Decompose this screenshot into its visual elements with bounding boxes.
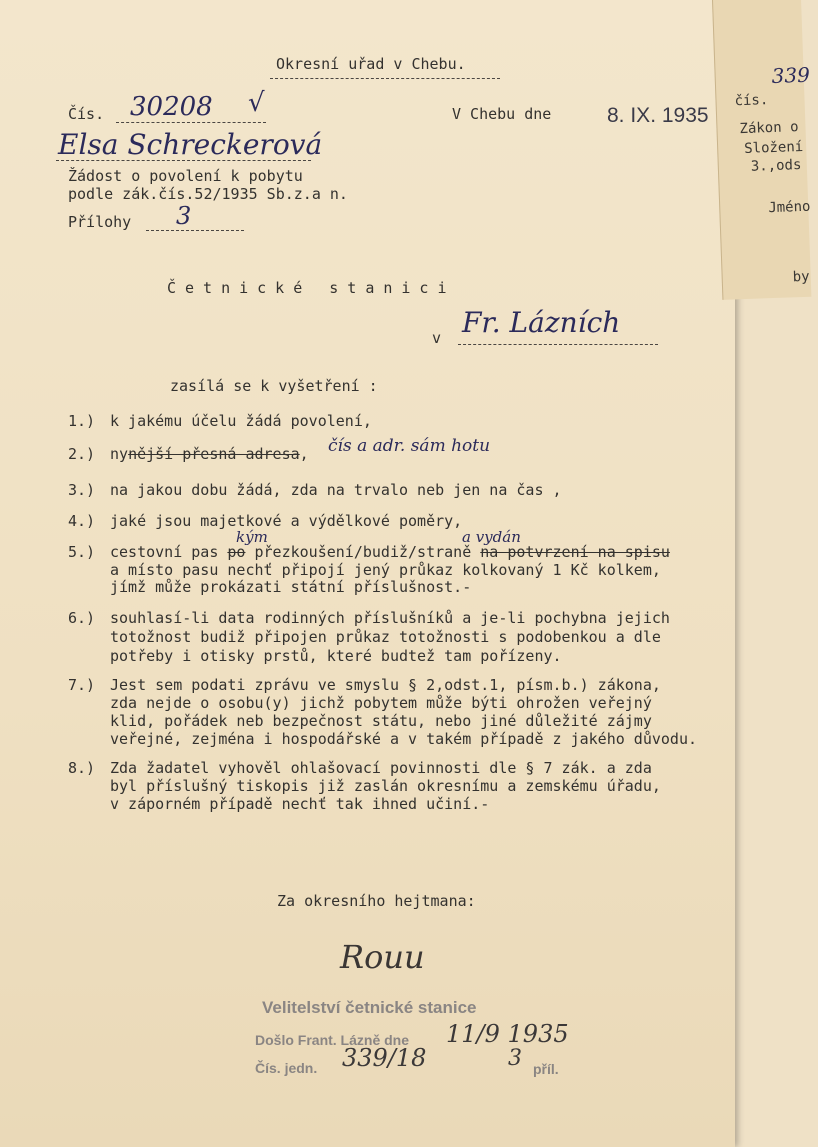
item-6-line-3: potřeby i otisky prstů, které budtež tam pořízeny.: [110, 647, 562, 665]
office-title: Okresní uřad v Chebu.: [276, 55, 466, 73]
side-line-4: 3.,ods: [750, 156, 802, 175]
applicant-underline: [56, 160, 311, 161]
stamp-attachment-count: 3: [508, 1046, 522, 1071]
attachments-label: Přílohy: [68, 213, 132, 231]
item-5-line-2: a místo pasu nechť připojí jený průkaz kolkovaný 1 Kč kolkem,: [110, 561, 661, 579]
item-3: [68, 482, 562, 499]
item-2-struck: nější přesná adresa: [128, 445, 300, 463]
item-7-line-4: veřejné, zejména i hospodářské a v takém případě z jakého důvodu.: [110, 730, 697, 748]
stamp-line-2-label: Došlo Frant. Lázně dne: [255, 1032, 410, 1048]
side-line-2: Zákon o: [739, 119, 799, 138]
office-underline: [270, 78, 500, 79]
stamp-line-3-label: Čís. jedn.: [255, 1060, 318, 1076]
item-5-hand-2: a vydán: [462, 528, 521, 546]
stamp-ref-number: 339/18: [342, 1044, 427, 1072]
item-2-post: ,: [299, 445, 309, 463]
side-line-5: Jméno: [768, 198, 811, 217]
cis-label: Čís.: [68, 105, 105, 123]
side-line-3: Složení: [743, 138, 804, 157]
recipient-in-label: v: [432, 329, 442, 347]
item-1: [68, 413, 372, 430]
item-2-handwritten: čís a adr. sám hotu: [328, 436, 491, 456]
item-5-c: přezkoušení/budiž/straně: [245, 543, 481, 561]
item-2-number: 2.): [68, 445, 96, 463]
item-8-line-1: Zda žadatel vyhověl ohlašovací povinnosti dle § 7 zák. a zda: [110, 759, 652, 777]
item-6: [68, 610, 670, 627]
signoff: Za okresního hejtmana:: [277, 892, 476, 910]
side-number: 339: [771, 62, 811, 88]
item-5-a: cestovní pas: [110, 543, 228, 561]
item-4-text: jaké jsou majetkové a výdělkové poměry,: [110, 512, 463, 530]
item-6-line-2: totožnost budiž připojen průkaz totožnosti s podobenkou a dle: [110, 628, 661, 646]
item-8-line-2: byl příslušný tiskopis již zaslán okresnímu a zemskému úřadu,: [110, 777, 661, 795]
attachments-value: 3: [176, 202, 192, 230]
stamp-received-date: 11/9 1935: [446, 1020, 569, 1048]
subject-line-2: podle zák.čís.52/1935 Sb.z.a n.: [68, 185, 348, 203]
place-date-label: V Chebu dne: [452, 105, 552, 123]
item-3-text: na jakou dobu žádá, zda na trvalo neb jen na čas ,: [110, 481, 562, 499]
stamp-line-1: Velitelství četnické stanice: [262, 998, 477, 1017]
item-6-line-1: souhlasí-li data rodinných příslušníků a je-li pochybna jejich: [110, 609, 670, 627]
item-6-number: 6.): [68, 609, 96, 627]
stamp-attachment-suffix: příl.: [533, 1061, 559, 1077]
item-8-line-3: v záporném případě nechť tak ihned učiní.-: [110, 795, 490, 813]
signature: Rouu: [340, 938, 425, 976]
item-1-number: 1.): [68, 412, 96, 430]
item-7-line-3: klid, pořádek neb bezpečnost státu, nebo jiné důležité zájmy: [110, 712, 652, 730]
subject-line-1: Žádost o povolení k pobytu: [68, 167, 303, 185]
side-line-1: čís.: [734, 92, 769, 110]
item-5-line-3: jímž může prokázati státní příslušnost.-: [110, 578, 472, 596]
item-7: [68, 677, 661, 694]
item-8: [68, 760, 652, 777]
intro-text: zasílá se k vyšetření :: [170, 377, 378, 395]
item-7-line-2: zda nejde o osobu(y) jichž pobytem může býti ohrožen veřejný: [110, 694, 652, 712]
check-mark: √: [248, 88, 265, 118]
item-3-number: 3.): [68, 481, 96, 499]
item-2-pre: ny: [110, 445, 129, 463]
item-4-number: 4.): [68, 512, 96, 530]
adjacent-page: [712, 0, 811, 300]
item-8-number: 8.): [68, 759, 96, 777]
cis-number: 30208: [130, 92, 213, 122]
item-5-number: 5.): [68, 543, 96, 561]
applicant-name: Elsa Schreckerová: [58, 128, 323, 161]
cis-underline: [116, 122, 266, 123]
recipient-place: Fr. Lázních: [462, 306, 621, 339]
side-line-6: by: [792, 268, 810, 286]
item-5-struck-2: na potvrzení na spisu: [480, 543, 670, 561]
item-2: [68, 446, 309, 463]
recipient-title: Četnické stanici: [167, 279, 456, 297]
item-5-hand-1: kým: [236, 528, 268, 546]
recipient-underline: [458, 344, 658, 345]
document-date: 8. IX. 1935: [607, 104, 709, 127]
item-1-text: k jakému účelu žádá povolení,: [110, 412, 372, 430]
item-7-line-1: Jest sem podati zprávu ve smyslu § 2,odst.1, písm.b.) zákona,: [110, 676, 661, 694]
attachments-underline: [146, 230, 244, 231]
item-7-number: 7.): [68, 676, 96, 694]
item-5: [68, 544, 670, 561]
item-5-struck-1: po: [227, 543, 246, 561]
